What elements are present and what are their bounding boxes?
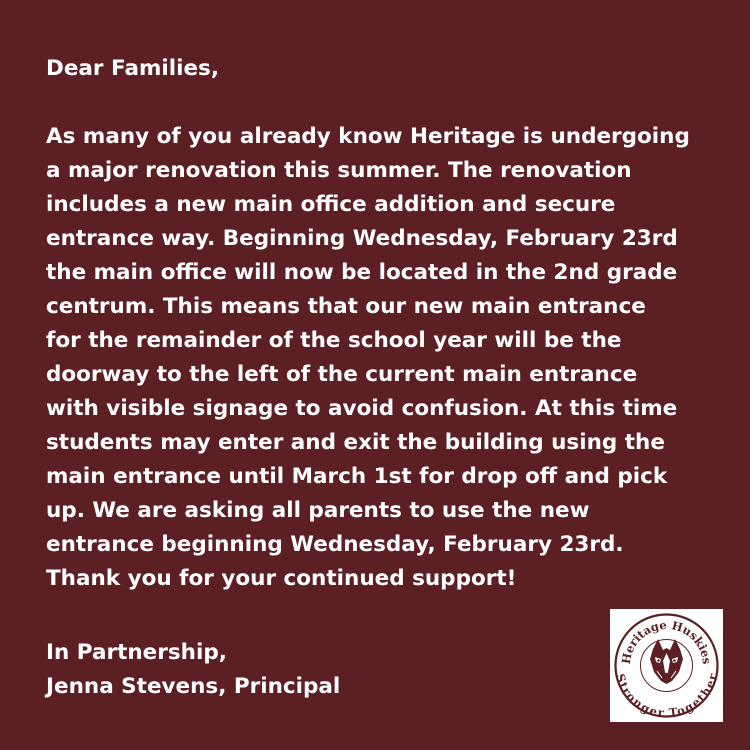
letter-body-line: doorway to the left of the current main entrance — [46, 362, 638, 387]
letter-signature: Jenna Stevens, Principal — [46, 674, 341, 699]
school-seal — [610, 609, 723, 722]
letter-body-line: As many of you already know Heritage is undergoing — [46, 124, 690, 149]
letter-body-line: entrance beginning Wednesday, February 23rd. — [46, 532, 624, 557]
letter-body-line: students may enter and exit the building using the — [46, 430, 665, 455]
letter-body-line: includes a new main office addition and secure — [46, 192, 616, 217]
letter-body-line: with visible signage to avoid confusion. At this time — [46, 396, 678, 421]
seal-top-text: Heritage Huskies — [618, 617, 715, 666]
letter-body-line: Thank you for your continued support! — [46, 566, 517, 591]
letter-body-line: main entrance until March 1st for drop off and pick — [46, 464, 668, 489]
letter-body-line: entrance way. Beginning Wednesday, February 23rd — [46, 226, 678, 251]
letter-body-line: up. We are asking all parents to use the new — [46, 498, 590, 523]
letter-body-line: a major renovation this summer. The renovation — [46, 158, 632, 183]
seal-bottom-text: Stronger Together — [613, 672, 720, 720]
letter-greeting: Dear Families, — [46, 56, 220, 81]
letter-body-line: the main office will now be located in the 2nd grade — [46, 260, 678, 285]
husky-head-icon — [650, 639, 683, 684]
letter-body-line: for the remainder of the school year will be the — [46, 328, 622, 353]
letter-body-line: centrum. This means that our new main entrance — [46, 294, 646, 319]
school-logo — [610, 609, 723, 722]
letter-closing: In Partnership, — [46, 640, 227, 665]
letter-closing-block — [46, 636, 340, 704]
letter-body — [46, 120, 716, 596]
